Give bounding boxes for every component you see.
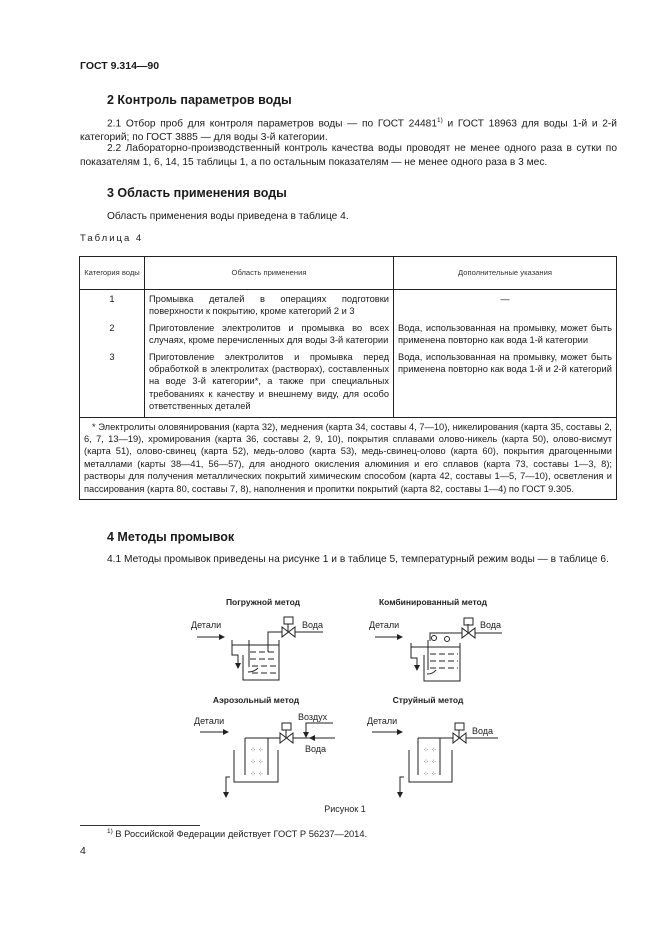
immersion-water-label: Вода: [302, 620, 324, 630]
header-notes: Дополнительные указания: [394, 257, 617, 290]
aerosol-air-label: Воздух: [298, 712, 328, 722]
header-scope: Область применения: [145, 257, 394, 290]
footnote: [107, 828, 367, 839]
page-number: 4: [80, 845, 86, 857]
cell-notes: —: [394, 290, 617, 320]
cell-scope: Приготовление электролитов и промывка во всех случаях, кроме перечисленных для воды 3-й категории: [145, 320, 394, 349]
combined-title: Комбинированный метод: [378, 597, 488, 607]
cell-category: 1: [80, 290, 145, 320]
svg-text:⁘ ⁘: ⁘ ⁘: [423, 759, 437, 766]
jet-parts-label: Детали: [367, 716, 398, 726]
aerosol-title: Аэрозольный метод: [212, 695, 300, 705]
cell-notes: Вода, использованная на промывку, может быть применена повторно как вода 1-й категории: [394, 320, 617, 349]
section-2-title: 2 Контроль параметров воды: [107, 93, 292, 107]
jet-water-label: Вода: [472, 726, 494, 736]
footnote-ref[interactable]: 1): [437, 117, 443, 124]
svg-text:⁘ ⁘: ⁘ ⁘: [423, 771, 437, 778]
section-4-title: 4 Методы промывок: [107, 530, 235, 544]
svg-text:⁘ ⁘: ⁘ ⁘: [423, 747, 437, 754]
aerosol-diagram: [200, 723, 335, 797]
svg-text:⁘ ⁘: ⁘ ⁘: [250, 747, 264, 754]
jet-title: Струйный метод: [392, 695, 464, 705]
svg-text:⁘ ⁘: ⁘ ⁘: [250, 759, 264, 766]
footnote-mark: 1): [107, 828, 113, 835]
text: и ГОСТ 18963 для воды 1-й и 2-й категорий; по ГОСТ 3885 — для воды 3-й категории.: [80, 118, 617, 143]
cell-scope: Промывка деталей в операциях подготовки поверхности к покрытию, кроме категорий 2 и 3: [145, 290, 394, 320]
header-category: Категория воды: [80, 257, 145, 290]
paragraph-4-1: 4.1 Методы промывок приведены на рисунке 1 и в таблице 5, температурный режим воды — в таблице 6.: [107, 554, 609, 565]
paragraph-2-2: 2.2 Лабораторно-производственный контроль качества воды проводят не менее одного раза в сутки по показателям 1, 6, 14, 15 таблицы 1, а по остальным показателям — не менее одного раза в 3 мес.: [80, 143, 617, 168]
table-footnote: * Электролиты оловянирования (карта 32), меднения (карта 34, составы 4, 7—10), никелирования (карта 35, составы 2, 6, 7, 13—19), хромирования (карта 36, составы 2, 9, 10), покрытия сплавами олово-никель (карта 50), олово-висмут (карта 51), олово-свинец (карта 52), медь-олово (карта 53), медь-свинец-олово (карта 60), покрытия драгоценными металлами (карты 38—41, 56—57), для анодного окисления алюминия и его сплавов (карта 73, составы 1—3, 8); растворы для получения металлических покрытий химическим способом (карта 42, составы 1—5, 7—10), осветления и пассирования (карта 80, составы 7, 8), наполнения и пропитки покрытий (карта 82, составы 1—4) по ГОСТ 9.305.: [80, 417, 617, 499]
table-caption: Таблица 4: [80, 233, 144, 244]
immersion-parts-label: Детали: [191, 620, 222, 630]
cell-notes: Вода, использованная на промывку, может быть применена повторно как вода 1-й и 2-й категорий: [394, 349, 617, 418]
combined-water-label: Вода: [480, 620, 502, 630]
svg-text:⁘ ⁘: ⁘ ⁘: [250, 771, 264, 778]
immersion-title: Погружной метод: [225, 597, 301, 607]
section-3-title: 3 Область применения воды: [107, 186, 287, 200]
footnote-divider: [80, 825, 200, 826]
figure-caption: Рисунок 1: [324, 804, 366, 814]
cell-category: 3: [80, 349, 145, 418]
footnote-text: В Российской Федерации действует ГОСТ Р 56237—2014.: [112, 829, 368, 840]
text: 2.1 Отбор проб для контроля параметров воды — по ГОСТ 24481: [107, 118, 438, 130]
combined-parts-label: Детали: [369, 620, 400, 630]
paragraph-3: Область применения воды приведена в таблице 4.: [107, 211, 349, 222]
cell-scope: Приготовление электролитов и промывка перед обработкой в электролитах (растворах), составленных на воде 3-й категории*, а также при специальных требованиях к качеству и внешнему виду, для особо ответственных деталей: [145, 349, 394, 418]
document-id: ГОСТ 9.314—90: [80, 60, 160, 72]
aerosol-parts-label: Детали: [194, 716, 225, 726]
aerosol-water-label: Вода: [305, 744, 327, 754]
cell-category: 2: [80, 320, 145, 349]
